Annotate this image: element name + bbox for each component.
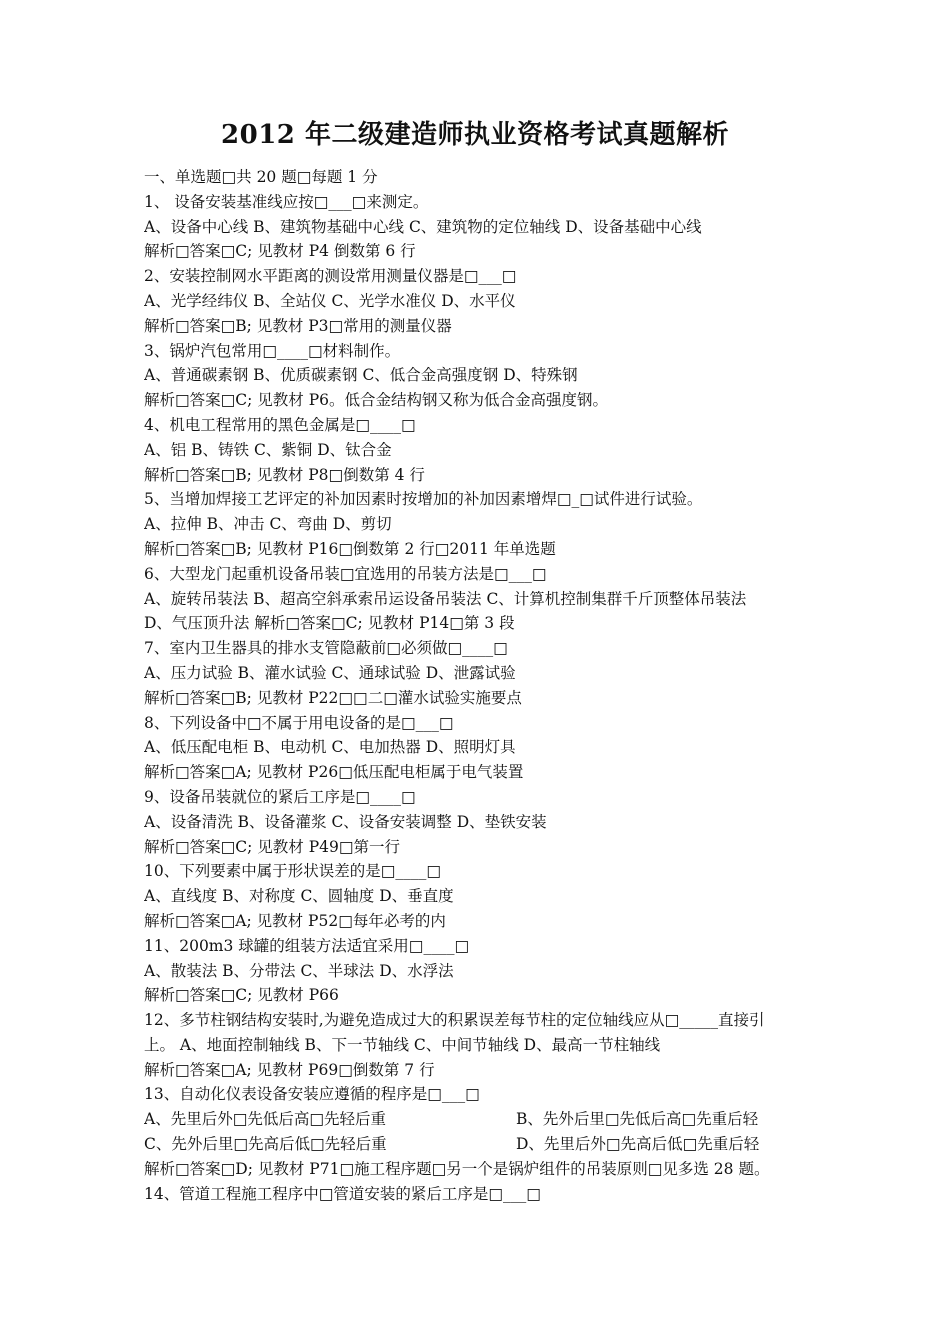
exam-content [144, 165, 812, 1206]
question-line: 11、200m3 球罐的组装方法适宜采用□____□ [144, 936, 470, 955]
options-line: A、低压配电柜 B、电动机 C、电加热器 D、照明灯具 [144, 738, 516, 757]
options-line: A、直线度 B、对称度 C、圆轴度 D、垂直度 [144, 887, 454, 906]
answer-line: 解析□答案□B; 见教材 P3□常用的测量仪器 [144, 316, 452, 335]
answer-line: 解析□答案□A; 见教材 P26□低压配电柜属于电气装置 [144, 763, 524, 782]
options-line: A、设备中心线 B、建筑物基础中心线 C、建筑物的定位轴线 D、设备基础中心线 [144, 217, 702, 236]
options-row [144, 1107, 812, 1132]
option-a: A、先里后外□先低后高□先轻后重 [144, 1110, 386, 1129]
question-line: 6、大型龙门起重机设备吊装□宜选用的吊装方法是□___□ [144, 564, 547, 583]
options-line: D、气压顶升法 解析□答案□C; 见教材 P14□第 3 段 [144, 614, 515, 633]
question-line: 9、设备吊装就位的紧后工序是□____□ [144, 787, 416, 806]
question-line: 5、当增加焊接工艺评定的补加因素时按增加的补加因素增焊□_□试件进行试验。 [144, 490, 703, 509]
answer-line: 解析□答案□A; 见教材 P52□每年必考的内 [144, 911, 446, 930]
answer-line: 解析□答案□B; 见教材 P8□倒数第 4 行 [144, 465, 425, 484]
question-line: 4、机电工程常用的黑色金属是□____□ [144, 415, 416, 434]
options-line: 上。 A、地面控制轴线 B、下一节轴线 C、中间节轴线 D、最高一节柱轴线 [144, 1035, 661, 1054]
options-line: A、压力试验 B、灌水试验 C、通球试验 D、泄露试验 [144, 663, 516, 682]
options-line: A、散装法 B、分带法 C、半球法 D、水浮法 [144, 961, 454, 980]
question-line: 1、 设备安装基准线应按□___□来测定。 [144, 192, 429, 211]
question-line: 2、安装控制网水平距离的测设常用测量仪器是□___□ [144, 267, 517, 286]
answer-line: 解析□答案□B; 见教材 P16□倒数第 2 行□2011 年单选题 [144, 539, 556, 558]
question-line: 8、下列设备中□不属于用电设备的是□___□ [144, 713, 454, 732]
answer-line: 解析□答案□B; 见教材 P22□□二□灌水试验实施要点 [144, 688, 522, 707]
question-line: 7、室内卫生器具的排水支管隐蔽前□必须做□____□ [144, 639, 508, 658]
options-line: A、普通碳素钢 B、优质碳素钢 C、低合金高强度钢 D、特殊钢 [144, 366, 578, 385]
section-heading: 一、单选题□共 20 题□每题 1 分 [144, 168, 378, 186]
option-b: B、先外后里□先低后高□先重后轻 [516, 1110, 759, 1129]
question-line: 13、自动化仪表设备安装应遵循的程序是□___□ [144, 1085, 480, 1104]
option-d: D、先里后外□先高后低□先重后轻 [516, 1135, 760, 1154]
answer-line: 解析□答案□C; 见教材 P6。低合金结构钢又称为低合金高强度钢。 [144, 391, 609, 410]
options-line: A、旋转吊装法 B、超高空斜承索吊运设备吊装法 C、计算机控制集群千斤顶整体吊装法 [144, 589, 747, 608]
question-line: 10、下列要素中属于形状误差的是□____□ [144, 862, 442, 881]
answer-line: 解析□答案□A; 见教材 P69□倒数第 7 行 [144, 1060, 435, 1079]
page-title: 2012 年二级建造师执业资格考试真题解析 [221, 120, 729, 150]
options-line: A、拉伸 B、冲击 C、弯曲 D、剪切 [144, 515, 392, 534]
options-line: A、光学经纬仪 B、全站仪 C、光学水准仪 D、水平仪 [144, 291, 516, 310]
answer-line: 解析□答案□C; 见教材 P4 倒数第 6 行 [144, 242, 416, 261]
answer-line: 解析□答案□C; 见教材 P49□第一行 [144, 837, 401, 856]
question-line: 14、管道工程施工程序中□管道安装的紧后工序是□___□ [144, 1184, 541, 1203]
question-line: 3、锅炉汽包常用□____□材料制作。 [144, 341, 401, 360]
question-line: 12、多节柱钢结构安装时,为避免造成过大的积累误差每节柱的定位轴线应从□_____直接引 [144, 1011, 765, 1030]
answer-line: 解析□答案□C; 见教材 P66 [144, 986, 339, 1005]
options-line: A、铝 B、铸铁 C、紫铜 D、钛合金 [144, 440, 392, 459]
options-line: A、设备清洗 B、设备灌浆 C、设备安装调整 D、垫铁安装 [144, 812, 547, 831]
answer-line: 解析□答案□D; 见教材 P71□施工程序题□另一个是锅炉组件的吊装原则□见多选 28 题。 [144, 1159, 770, 1178]
options-row [144, 1132, 812, 1157]
option-c: C、先外后里□先高后低□先轻后重 [144, 1135, 387, 1154]
